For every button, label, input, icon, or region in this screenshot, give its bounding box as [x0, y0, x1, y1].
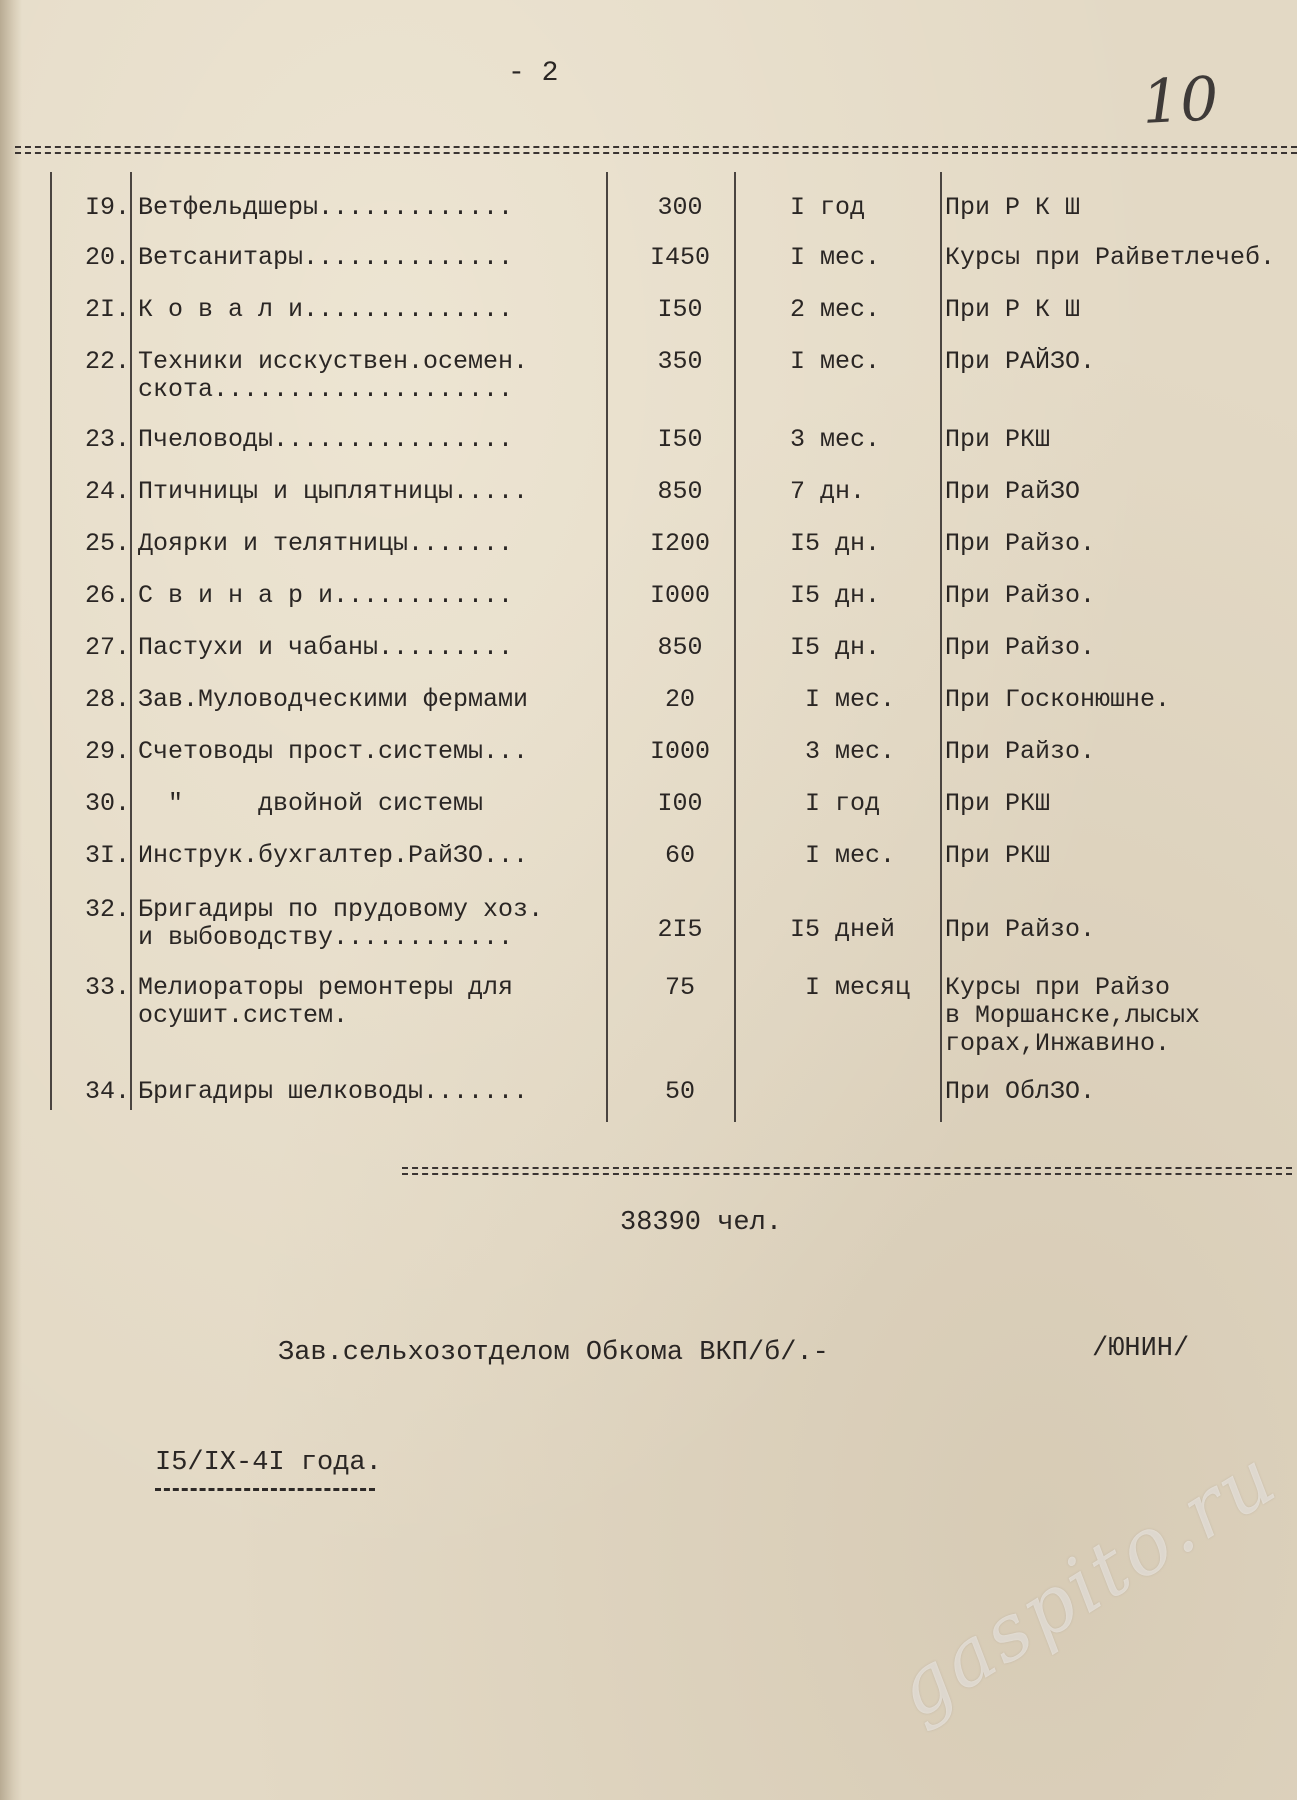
- training-duration: 3 мес.: [790, 425, 881, 454]
- specialty-name: Птичницы и цыплятницы.....: [138, 477, 529, 506]
- trainee-count: 60: [664, 841, 695, 870]
- row-number: 24.: [84, 477, 130, 506]
- trainee-count: I000: [649, 737, 710, 766]
- row-number: 20.: [84, 243, 130, 272]
- trainee-count: 350: [657, 347, 703, 376]
- training-duration: 7 дн.: [790, 477, 866, 506]
- training-place: Курсы при Райзо в Моршанске,лысых горах,Инжавино.: [945, 973, 1201, 1058]
- training-place: При РКШ: [945, 789, 1051, 818]
- training-place: При Р К Ш: [945, 295, 1081, 324]
- training-duration: I месяц: [790, 973, 911, 1002]
- training-duration: I мес.: [790, 685, 896, 714]
- row-number: 25.: [84, 529, 130, 558]
- trainee-count: I000: [649, 581, 710, 610]
- training-place: При Р К Ш: [945, 193, 1081, 222]
- trainee-count: 850: [657, 633, 703, 662]
- training-place: Курсы при Райветлечеб.: [945, 243, 1276, 272]
- row-number: 30.: [84, 789, 130, 818]
- bottom-double-rule: [402, 1167, 1292, 1175]
- grand-total: 38390 чел.: [620, 1208, 783, 1238]
- archive-sheet-number: 10: [1140, 64, 1221, 138]
- training-place: При Райзо.: [945, 915, 1096, 944]
- row-number: 26.: [84, 581, 130, 610]
- trainee-count: 75: [664, 973, 695, 1002]
- training-duration: I мес.: [790, 841, 896, 870]
- training-duration: 3 мес.: [790, 737, 896, 766]
- trainee-count: I00: [657, 789, 703, 818]
- training-place: При Райзо.: [945, 737, 1096, 766]
- training-place: При Райзо.: [945, 529, 1096, 558]
- specialty-name: Мелиораторы ремонтеры для осушит.систем.: [138, 973, 514, 1030]
- row-number: 34.: [84, 1077, 130, 1106]
- training-duration: I5 дн.: [790, 633, 881, 662]
- training-place: При ОблЗО.: [945, 1077, 1096, 1106]
- trainee-count: 20: [664, 685, 695, 714]
- row-number: 3I.: [84, 841, 130, 870]
- training-place: При РКШ: [945, 841, 1051, 870]
- training-duration: 2 мес.: [790, 295, 881, 324]
- trainee-count: 300: [657, 193, 703, 222]
- training-duration: I5 дн.: [790, 529, 881, 558]
- trainee-count: I200: [649, 529, 710, 558]
- training-place: При РАЙЗО.: [945, 347, 1096, 376]
- specialty-name: Зав.Муловодческими фермами: [138, 685, 529, 714]
- top-double-rule: [15, 146, 1297, 154]
- row-number: 29.: [84, 737, 130, 766]
- training-duration: I мес.: [790, 347, 881, 376]
- specialty-name: Техники исскуствен.осемен. скота....................: [138, 347, 529, 404]
- specialty-name: Инструк.бухгалтер.РайЗО...: [138, 841, 529, 870]
- trainee-count: I450: [649, 243, 710, 272]
- specialty-name: Доярки и телятницы.......: [138, 529, 514, 558]
- row-number: 22.: [84, 347, 130, 376]
- specialty-name: С в и н а р и............: [138, 581, 514, 610]
- specialty-name: Ветсанитары..............: [138, 243, 514, 272]
- training-duration: I год: [790, 789, 881, 818]
- row-number: 27.: [84, 633, 130, 662]
- specialty-name: Пчеловоды................: [138, 425, 514, 454]
- specialty-name: К о в а л и..............: [138, 295, 514, 324]
- row-number: I9.: [84, 193, 130, 222]
- trainee-count: 850: [657, 477, 703, 506]
- column-divider-number: [130, 172, 132, 1110]
- row-number: 23.: [84, 425, 130, 454]
- table-left-border: [50, 172, 52, 1110]
- row-number: 2I.: [84, 295, 130, 324]
- specialty-name: Ветфельдшеры.............: [138, 193, 514, 222]
- trainee-count: 50: [664, 1077, 695, 1106]
- training-place: При Райзо.: [945, 581, 1096, 610]
- row-number: 28.: [84, 685, 130, 714]
- specialty-name: Бригадиры шелководы.......: [138, 1077, 529, 1106]
- training-duration: I мес.: [790, 243, 881, 272]
- training-duration: I5 дней: [790, 915, 896, 944]
- training-place: При Райзо.: [945, 633, 1096, 662]
- specialty-name: " двойной системы: [138, 789, 484, 818]
- training-place: При РКШ: [945, 425, 1051, 454]
- document-date: I5/IX-4I года.: [155, 1448, 382, 1478]
- signatory-name: /ЮНИН/: [1092, 1334, 1190, 1364]
- specialty-name: Бригадиры по прудовому хоз. и выбоводству............: [138, 895, 544, 952]
- signatory-title: Зав.сельхозотделом Обкома ВКП/б/.-: [278, 1338, 829, 1368]
- trainee-count: I50: [657, 295, 703, 324]
- training-place: При Госконюшне.: [945, 685, 1171, 714]
- trainee-count: 2I5: [657, 915, 703, 944]
- specialty-name: Пастухи и чабаны.........: [138, 633, 514, 662]
- training-duration: I год: [790, 193, 866, 222]
- training-duration: I5 дн.: [790, 581, 881, 610]
- archive-watermark: gaspito.ru: [880, 1431, 1293, 1737]
- row-number: 33.: [84, 973, 130, 1002]
- date-underline: [155, 1488, 375, 1491]
- page-number: - 2: [508, 58, 559, 89]
- trainee-count: I50: [657, 425, 703, 454]
- training-place: При РайЗО: [945, 477, 1081, 506]
- binding-edge: [0, 0, 22, 1800]
- row-number: 32.: [84, 895, 130, 924]
- specialty-name: Счетоводы прост.системы...: [138, 737, 529, 766]
- training-table: [50, 172, 1297, 1122]
